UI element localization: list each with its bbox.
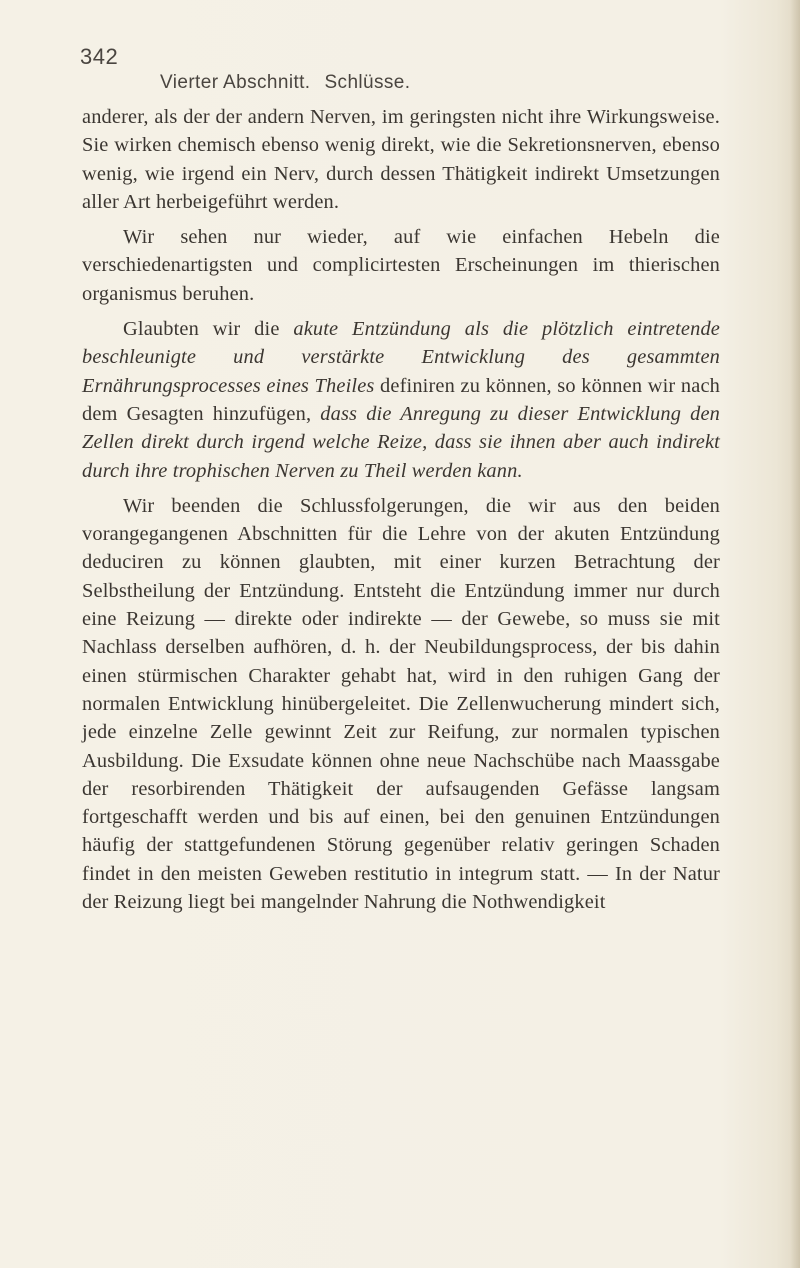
page-edge-shadow [790,0,800,1268]
paragraph-3 [82,315,720,485]
page-number: 342 [80,44,119,69]
body-text [82,103,720,923]
paragraph-3-intro: Glaubten wir die [123,318,294,341]
paragraph-3-middle: definiren zu können, so können wir nach dem Gesagten hinzufügen, [82,374,720,425]
paragraph-3-conclusion: dass die Anregung zu dieser Entwicklung den Zellen direkt durch irgend welche Reize, dass sie ihnen aber auch indirekt durch ihre trophischen Nerven zu Theil werden kann. [82,402,720,482]
paragraph-1: anderer, als der der andern Nerven, im geringsten nicht ihre Wirkungsweise. Sie wirken chemisch ebenso wenig direkt, wie die Sekretionsnerven, ebenso wenig, wie irgend ein Nerv, durch dessen Thätigkeit indirekt Umsetzungen aller Art herbeigeführt werden. [82,106,720,213]
running-head [160,72,410,94]
running-head-title: Schlüsse. [324,72,411,93]
paragraph-2: Wir sehen nur wieder, auf wie einfachen Hebeln die verschiedenartigsten und complicirtesten Erscheinungen im thierischen organismus beruhen. [82,226,720,305]
paragraph-3-definition: akute Entzündung als die plötzlich eintretende beschleunigte und verstärkte Entwicklung des gesammten Ernährungsprocesses eines Theiles [82,318,720,397]
running-head-section: Vierter Abschnitt. [160,72,311,93]
paragraph-4: Wir beenden die Schlussfolgerungen, die wir aus den beiden vorangegangenen Abschnitten für die Lehre von der akuten Entzündung deduciren zu können glaubten, mit einer kurzen Betrachtung der Selbstheilung der Entzündung. Entsteht die Entzündung immer nur durch eine Reizung — direkte oder indirekte — der Gewebe, so muss sie mit Nachlass derselben aufhören, d. h. der Neubildungsprocess, der bis dahin einen stürmischen Charakter gehabt hat, wird in den ruhigen Gang der normalen Entwicklung hinübergeleitet. Die Zellenwucherung mindert sich, jede einzelne Zelle gewinnt Zeit zur Reifung, zur normalen typischen Ausbildung. Die Exsudate können ohne neue Nachschübe nach Maassgabe der resorbirenden Thätigkeit der aufsaugenden Gefässe langsam fortgeschafft werden und bis auf einen, bei den genuinen Entzündungen häufig der stattgefundenen Störung gegenüber relativ geringen Schaden findet in den meisten Geweben restitutio in integrum statt. — In der Natur der Reizung liegt bei mangelnder Nahrung die Nothwendigkeit [82,494,720,914]
